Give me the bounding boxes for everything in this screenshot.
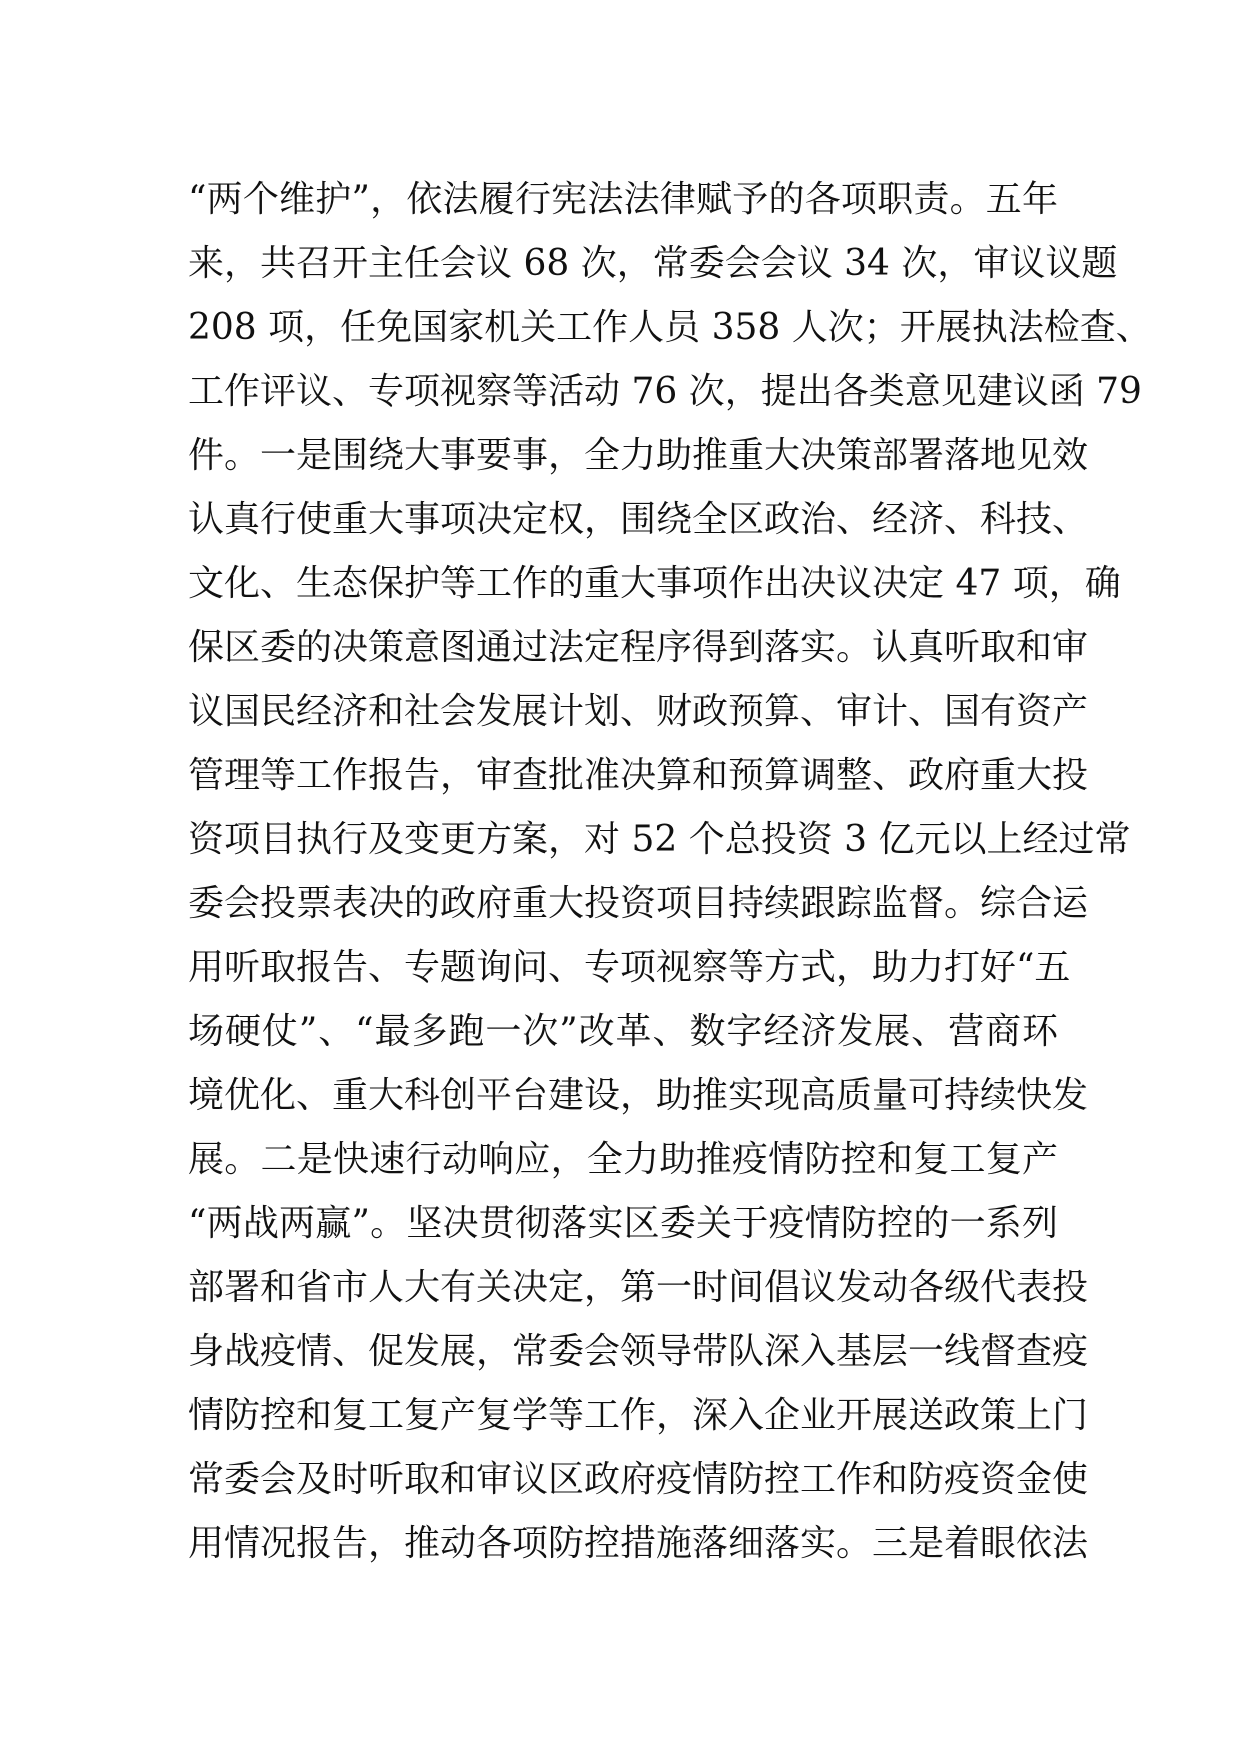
text-line-5: 件。一是围绕大事要事，全力助推重大决策部署落地见效 <box>188 435 1089 476</box>
text-line-16: 展。二是快速行动响应，全力助推疫情防控和复工复产 <box>188 1139 1058 1180</box>
text-line-6: 认真行使重大事项决定权，围绕全区政治、经济、科技、 <box>188 499 1089 540</box>
text-line-4: 工作评议、专项视察等活动 76 次，提出各类意见建议函 79 <box>188 371 1142 412</box>
text-line-10: 管理等工作报告，审查批准决算和预算调整、政府重大投 <box>188 755 1089 796</box>
body-paragraph <box>188 168 1152 1576</box>
text-line-20: 情防控和复工复产复学等工作，深入企业开展送政策上门 <box>188 1395 1089 1436</box>
text-line-1: “两个维护”，依法履行宪法法律赋予的各项职责。五年 <box>188 179 1058 220</box>
text-line-7: 文化、生态保护等工作的重大事项作出决议决定 47 项，确 <box>188 563 1121 604</box>
text-line-18: 部署和省市人大有关决定，第一时间倡议发动各级代表投 <box>188 1267 1089 1308</box>
text-line-3: 208 项，任免国家机关工作人员 358 人次；开展执法检查、 <box>188 307 1152 348</box>
text-line-2: 来，共召开主任会议 68 次，常委会会议 34 次，审议议题 <box>188 243 1118 284</box>
text-line-11: 资项目执行及变更方案，对 52 个总投资 3 亿元以上经过常 <box>188 819 1131 860</box>
text-line-14: 场硬仗”、“最多跑一次”改革、数字经济发展、营商环 <box>188 1011 1058 1052</box>
text-line-21: 常委会及时听取和审议区政府疫情防控工作和防疫资金使 <box>188 1459 1089 1500</box>
text-line-8: 保区委的决策意图通过法定程序得到落实。认真听取和审 <box>188 627 1089 668</box>
text-line-9: 议国民经济和社会发展计划、财政预算、审计、国有资产 <box>188 691 1089 732</box>
text-line-12: 委会投票表决的政府重大投资项目持续跟踪监督。综合运 <box>188 883 1089 924</box>
text-line-13: 用听取报告、专题询问、专项视察等方式，助力打好“五 <box>188 947 1071 988</box>
text-line-22: 用情况报告，推动各项防控措施落细落实。三是着眼依法 <box>188 1523 1089 1564</box>
text-line-19: 身战疫情、促发展，常委会领导带队深入基层一线督查疫 <box>188 1331 1089 1372</box>
text-line-17: “两战两赢”。坚决贯彻落实区委关于疫情防控的一系列 <box>188 1203 1058 1244</box>
text-line-15: 境优化、重大科创平台建设，助推实现高质量可持续快发 <box>188 1075 1089 1116</box>
